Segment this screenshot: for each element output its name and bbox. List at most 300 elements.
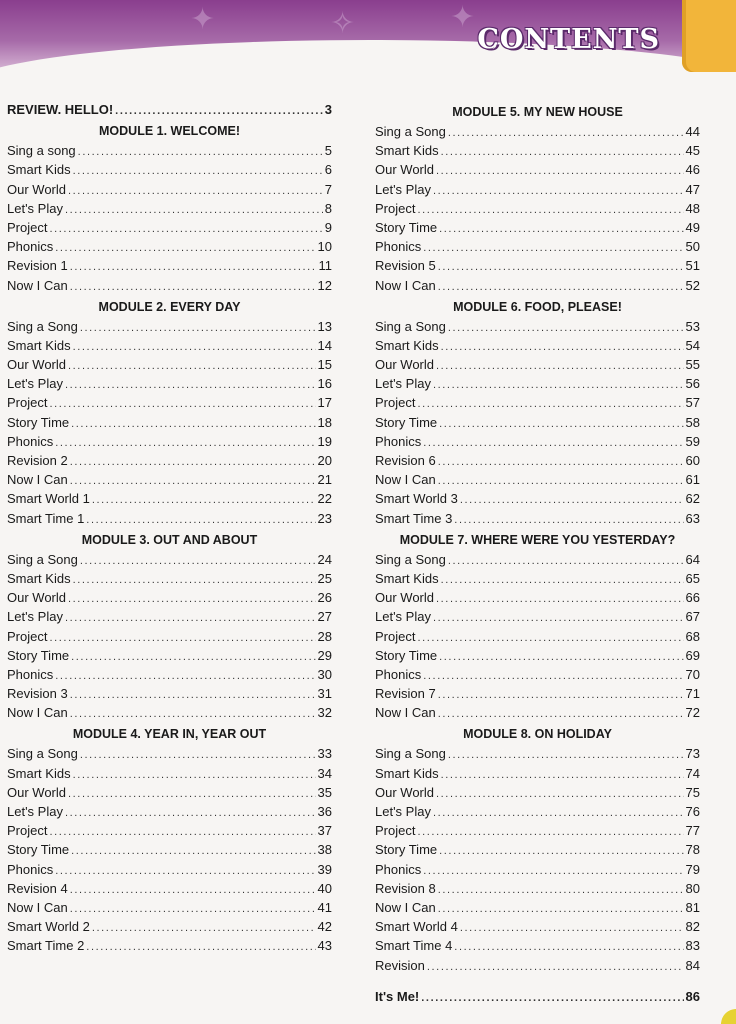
toc-entry-label: Sing a Song xyxy=(7,746,78,762)
toc-entry-label: Revision 3 xyxy=(7,686,68,702)
toc-entry[interactable] xyxy=(7,355,332,374)
toc-entry[interactable] xyxy=(375,684,700,703)
toc-entry-label: Project xyxy=(7,219,48,235)
toc-entry[interactable] xyxy=(7,141,332,160)
dot-leader xyxy=(436,590,684,609)
dot-leader xyxy=(454,938,683,957)
toc-entry[interactable] xyxy=(375,374,700,393)
dot-leader xyxy=(423,239,683,258)
toc-entry-label: Project xyxy=(375,200,416,216)
toc-entry-label: Sing a Song xyxy=(375,746,446,762)
toc-entry-label: Project xyxy=(375,395,416,411)
dot-leader xyxy=(70,472,316,491)
dot-leader xyxy=(73,766,316,785)
toc-entry-page: 33 xyxy=(317,746,332,762)
toc-entry-page: 53 xyxy=(685,318,700,334)
toc-entry-label: Sing a Song xyxy=(7,318,78,334)
right-column xyxy=(375,100,700,1006)
toc-entry-label: Smart Time 2 xyxy=(7,938,85,954)
toc-entry[interactable] xyxy=(7,180,332,199)
toc-entry[interactable] xyxy=(7,569,332,588)
toc-entry-label: Revision xyxy=(375,957,425,973)
toc-entry-page: 14 xyxy=(317,337,332,353)
toc-entry-page: 52 xyxy=(685,277,700,293)
dot-leader xyxy=(70,258,317,277)
toc-entry-page: 29 xyxy=(317,647,332,663)
toc-entry[interactable] xyxy=(375,917,700,936)
toc-entry[interactable] xyxy=(7,588,332,607)
dot-leader xyxy=(417,395,683,414)
toc-entry[interactable] xyxy=(7,821,332,840)
dot-leader xyxy=(80,552,316,571)
dot-leader xyxy=(441,766,684,785)
toc-entry-page: 86 xyxy=(685,988,700,1004)
toc-entry-label: Phonics xyxy=(375,666,422,682)
toc-entry-page: 76 xyxy=(685,804,700,819)
dot-leader xyxy=(423,667,683,686)
dot-leader xyxy=(70,686,316,705)
toc-entry-label: Let's Play xyxy=(7,804,63,819)
dot-leader xyxy=(448,319,684,338)
toc-entry-page: 45 xyxy=(685,143,700,159)
dot-leader xyxy=(460,919,684,938)
toc-entry[interactable] xyxy=(375,237,700,256)
toc-entry[interactable] xyxy=(375,218,700,237)
dot-leader xyxy=(423,434,683,453)
dot-leader xyxy=(49,629,315,648)
module-heading: MODULE 8. ON HOLIDAY xyxy=(463,727,612,742)
toc-entry-page: 36 xyxy=(317,804,332,819)
toc-entry-label: Let's Play xyxy=(375,609,431,625)
toc-entry[interactable] xyxy=(375,802,700,821)
dot-leader xyxy=(70,453,316,472)
toc-entry[interactable] xyxy=(375,703,700,722)
toc-entry-page: 77 xyxy=(685,823,700,839)
toc-entry-label: Phonics xyxy=(7,861,54,877)
toc-entry[interactable] xyxy=(7,160,332,179)
toc-entry-page: 62 xyxy=(685,491,700,507)
dot-leader xyxy=(55,239,315,258)
toc-entry[interactable] xyxy=(375,898,700,917)
dot-leader xyxy=(433,376,684,395)
dot-leader xyxy=(438,472,684,491)
dot-leader xyxy=(80,319,316,338)
toc-entry-label: Our World xyxy=(7,357,66,373)
toc-entry[interactable] xyxy=(7,898,332,917)
toc-entry[interactable] xyxy=(375,783,700,802)
toc-entry[interactable] xyxy=(375,607,700,626)
dot-leader xyxy=(68,182,323,201)
dot-leader xyxy=(417,823,683,842)
toc-entry-page: 82 xyxy=(685,919,700,935)
toc-entry-page: 25 xyxy=(317,570,332,586)
dot-leader xyxy=(427,958,684,977)
toc-entry-page: 15 xyxy=(317,357,332,373)
toc-entry-label: Revision 6 xyxy=(375,453,436,468)
toc-entry-page: 57 xyxy=(685,395,700,411)
dot-leader xyxy=(448,124,684,143)
toc-entry[interactable] xyxy=(375,451,700,470)
toc-entry[interactable] xyxy=(7,199,332,218)
toc-entry[interactable] xyxy=(375,550,700,569)
dot-leader xyxy=(55,434,315,453)
toc-entry-label: Our World xyxy=(375,162,434,178)
toc-entry-label: Smart Kids xyxy=(375,570,439,586)
toc-entry-label: Sing a song xyxy=(7,143,76,159)
dot-leader xyxy=(438,278,684,297)
toc-entry[interactable] xyxy=(7,413,332,432)
toc-entry[interactable] xyxy=(7,665,332,684)
dot-leader xyxy=(438,686,684,705)
toc-entry-label: Our World xyxy=(7,590,66,606)
toc-entry[interactable] xyxy=(375,180,700,199)
toc-entry-page: 35 xyxy=(317,784,332,800)
toc-entry[interactable] xyxy=(7,627,332,646)
dot-leader xyxy=(73,571,316,590)
toc-entry-label: Story Time xyxy=(7,842,70,858)
toc-entry[interactable] xyxy=(7,607,332,626)
dot-leader xyxy=(55,862,315,881)
toc-entry[interactable] xyxy=(375,665,700,684)
toc-entry-page: 50 xyxy=(685,239,700,255)
toc-entry-label: Revision 5 xyxy=(375,258,436,274)
toc-entry[interactable] xyxy=(7,393,332,412)
toc-entry[interactable] xyxy=(375,627,700,646)
toc-entry[interactable] xyxy=(375,569,700,588)
dot-leader xyxy=(71,415,315,434)
toc-entry-page: 8 xyxy=(324,200,332,216)
toc-entry[interactable] xyxy=(375,646,700,665)
toc-entry[interactable] xyxy=(7,374,332,393)
dot-leader xyxy=(73,162,323,181)
toc-entry-page: 69 xyxy=(685,647,700,663)
toc-entry-page: 43 xyxy=(317,938,332,954)
toc-entry[interactable] xyxy=(375,840,700,859)
dot-leader xyxy=(73,338,316,357)
dot-leader xyxy=(423,862,683,881)
toc-entry-label: Smart Time 4 xyxy=(375,938,453,954)
toc-entry[interactable] xyxy=(7,256,332,275)
toc-entry-page: 3 xyxy=(324,102,332,117)
toc-entry[interactable] xyxy=(7,470,332,489)
toc-entry-page: 46 xyxy=(685,162,700,178)
toc-entry-label: Revision 8 xyxy=(375,880,436,896)
toc-entry[interactable] xyxy=(7,879,332,898)
toc-entry-page: 58 xyxy=(685,414,700,430)
toc-entry-page: 6 xyxy=(324,162,332,178)
toc-entry-page: 9 xyxy=(324,219,332,235)
toc-entry[interactable] xyxy=(375,199,700,218)
toc-entry-page: 80 xyxy=(685,880,700,896)
toc-entry-page: 75 xyxy=(685,784,700,800)
dot-leader xyxy=(433,182,684,201)
dot-leader xyxy=(421,989,683,1008)
toc-entry-label: Now I Can xyxy=(375,899,436,915)
toc-entry[interactable] xyxy=(375,160,700,179)
toc-entry[interactable] xyxy=(7,432,332,451)
dot-leader xyxy=(71,648,315,667)
dot-leader xyxy=(92,491,316,510)
dot-leader xyxy=(438,453,684,472)
dot-leader xyxy=(92,919,316,938)
dot-leader xyxy=(65,804,316,823)
toc-entry-page: 81 xyxy=(685,899,700,915)
toc-entry-label: Smart Kids xyxy=(375,765,439,781)
toc-entry-label: Smart Kids xyxy=(7,337,71,353)
toc-entry-page: 60 xyxy=(685,453,700,468)
toc-entry-label: Revision 2 xyxy=(7,453,68,468)
toc-entry-page: 61 xyxy=(685,472,700,488)
toc-entry[interactable] xyxy=(7,744,332,763)
dot-leader xyxy=(70,278,316,297)
toc-entry[interactable] xyxy=(7,646,332,665)
dot-leader xyxy=(436,357,684,376)
toc-entry-label: Phonics xyxy=(375,861,422,877)
toc-entry-label: Now I Can xyxy=(375,472,436,488)
toc-entry-label: Our World xyxy=(7,784,66,800)
toc-entry-page: 56 xyxy=(685,376,700,392)
sparkle-icon: ✧ xyxy=(330,7,356,40)
toc-entry[interactable] xyxy=(7,860,332,879)
toc-entry-label: Story Time xyxy=(7,414,70,430)
toc-entry[interactable] xyxy=(375,336,700,355)
dot-leader xyxy=(70,900,316,919)
toc-entry[interactable] xyxy=(7,489,332,508)
toc-entry-page: 79 xyxy=(685,861,700,877)
toc-entry[interactable] xyxy=(375,879,700,898)
toc-entry-label: Let's Play xyxy=(7,200,63,216)
left-column xyxy=(7,100,332,956)
toc-entry-label: Let's Play xyxy=(7,376,63,392)
toc-entry-label: Sing a Song xyxy=(375,124,446,139)
toc-entry[interactable] xyxy=(7,936,332,955)
toc-entry-label: Let's Play xyxy=(375,804,431,819)
toc-entry[interactable] xyxy=(7,802,332,821)
toc-entry[interactable] xyxy=(375,509,700,528)
toc-entry[interactable] xyxy=(375,122,700,141)
toc-entry-label: Project xyxy=(375,628,416,644)
toc-entry[interactable] xyxy=(375,764,700,783)
toc-entry-its-me[interactable] xyxy=(375,987,700,1006)
dot-leader xyxy=(65,376,316,395)
toc-entry[interactable] xyxy=(375,470,700,489)
toc-entry[interactable] xyxy=(375,355,700,374)
toc-entry[interactable] xyxy=(7,917,332,936)
toc-entry-page: 74 xyxy=(685,765,700,781)
dot-leader xyxy=(436,785,684,804)
toc-entry-label: Sing a Song xyxy=(375,551,446,567)
toc-entry-page: 55 xyxy=(685,357,700,373)
toc-entry[interactable] xyxy=(375,956,700,975)
corner-decoration xyxy=(710,1004,736,1024)
page-title: CONTENTS xyxy=(477,24,660,55)
toc-entry-page: 47 xyxy=(685,181,700,197)
dot-leader xyxy=(433,609,684,628)
toc-entry[interactable] xyxy=(375,393,700,412)
toc-entry[interactable] xyxy=(7,276,332,295)
toc-entry[interactable] xyxy=(375,860,700,879)
toc-entry[interactable] xyxy=(375,489,700,508)
toc-entry-page: 51 xyxy=(685,258,700,274)
toc-entry-label: Story Time xyxy=(375,414,438,430)
toc-entry[interactable] xyxy=(375,413,700,432)
toc-entry[interactable] xyxy=(375,821,700,840)
toc-entry[interactable] xyxy=(7,237,332,256)
dot-leader xyxy=(441,571,684,590)
toc-entry-page: 34 xyxy=(317,765,332,781)
toc-entry-page: 67 xyxy=(685,609,700,625)
toc-entry-label: Now I Can xyxy=(7,472,68,488)
sparkle-icon: ✦ xyxy=(190,3,216,36)
toc-entry[interactable] xyxy=(7,684,332,703)
toc-entry-page: 17 xyxy=(317,395,332,411)
dot-leader xyxy=(460,491,684,510)
toc-entry-label: Smart World 4 xyxy=(375,919,458,935)
toc-entry-label: It's Me! xyxy=(375,988,420,1004)
toc-entry-label: Project xyxy=(7,823,48,839)
dot-leader xyxy=(448,746,684,765)
dot-leader xyxy=(438,705,684,724)
toc-entry[interactable] xyxy=(375,317,700,336)
toc-entry-label: Revision 4 xyxy=(7,880,68,896)
module-heading: MODULE 6. FOOD, PLEASE! xyxy=(453,299,622,314)
toc-entry-page: 24 xyxy=(317,551,332,567)
toc-entry[interactable] xyxy=(7,550,332,569)
toc-entry[interactable] xyxy=(7,451,332,470)
toc-entry-page: 10 xyxy=(317,239,332,255)
toc-entry-page: 22 xyxy=(317,491,332,507)
dot-leader xyxy=(454,511,683,530)
toc-entry-label: Smart Time 3 xyxy=(375,510,453,526)
dot-leader xyxy=(70,705,316,724)
toc-entry-label: Now I Can xyxy=(375,277,436,293)
toc-entry-page: 27 xyxy=(317,609,332,625)
toc-entry-label: Phonics xyxy=(375,433,422,449)
toc-entry-page: 26 xyxy=(317,590,332,606)
toc-entry-label: Now I Can xyxy=(7,277,68,293)
toc-entry-page: 72 xyxy=(685,705,700,721)
toc-entry-page: 11 xyxy=(318,258,332,274)
toc-entry-page: 19 xyxy=(317,433,332,449)
toc-entry-label: Phonics xyxy=(7,666,54,682)
toc-entry-label: Smart World 2 xyxy=(7,919,90,935)
toc-entry-label: Story Time xyxy=(375,219,438,235)
toc-entry[interactable] xyxy=(7,218,332,237)
dot-leader xyxy=(70,881,316,900)
toc-entry[interactable] xyxy=(375,936,700,955)
toc-entry[interactable] xyxy=(7,509,332,528)
toc-entry-label: Smart World 1 xyxy=(7,491,90,507)
toc-entry-label: Smart Kids xyxy=(375,143,439,159)
dot-leader xyxy=(438,900,684,919)
toc-entry[interactable] xyxy=(375,588,700,607)
module-heading: MODULE 4. YEAR IN, YEAR OUT xyxy=(72,727,267,742)
module-heading: MODULE 3. OUT AND ABOUT xyxy=(81,532,258,547)
toc-entry[interactable] xyxy=(375,276,700,295)
toc-entry[interactable] xyxy=(7,764,332,783)
toc-entry-label: Now I Can xyxy=(7,705,68,721)
toc-entry-page: 71 xyxy=(685,686,700,702)
toc-entry[interactable] xyxy=(7,317,332,336)
dot-leader xyxy=(439,220,683,239)
toc-entry-page: 44 xyxy=(685,124,700,139)
toc-entry[interactable] xyxy=(375,432,700,451)
toc-entry-label: Let's Play xyxy=(375,376,431,392)
toc-entry-page: 21 xyxy=(317,472,332,488)
toc-entry[interactable] xyxy=(7,783,332,802)
toc-entry-label: Let's Play xyxy=(7,609,63,625)
toc-entry-page: 68 xyxy=(685,628,700,644)
dot-leader xyxy=(417,629,683,648)
toc-entry-label: Smart Time 1 xyxy=(7,510,85,526)
dot-leader xyxy=(441,338,684,357)
dot-leader xyxy=(49,395,315,414)
toc-entry-page: 83 xyxy=(685,938,700,954)
dot-leader xyxy=(68,785,316,804)
dot-leader xyxy=(71,842,315,861)
dot-leader xyxy=(441,143,684,162)
toc-entry-page: 28 xyxy=(317,628,332,644)
right-modules xyxy=(375,102,700,975)
toc-entry-label: Sing a Song xyxy=(7,551,78,567)
dot-leader xyxy=(68,590,316,609)
toc-entry-page: 38 xyxy=(317,842,332,858)
toc-entry[interactable] xyxy=(7,840,332,859)
page-tab xyxy=(682,0,736,72)
module-heading: MODULE 7. WHERE WERE YOU YESTERDAY? xyxy=(399,532,676,547)
toc-entry[interactable] xyxy=(7,703,332,722)
toc-entry-page: 13 xyxy=(317,318,332,334)
toc-entry-label: REVIEW. HELLO! xyxy=(7,102,114,117)
toc-entry-page: 5 xyxy=(324,143,332,159)
toc-entry-page: 64 xyxy=(685,551,700,567)
toc-entry-page: 31 xyxy=(317,686,332,702)
toc-entry-page: 18 xyxy=(317,414,332,430)
dot-leader xyxy=(436,162,684,181)
left-modules xyxy=(7,121,332,955)
dot-leader xyxy=(49,220,322,239)
toc-entry[interactable] xyxy=(375,141,700,160)
toc-entry-page: 32 xyxy=(317,705,332,721)
toc-entry-label: Smart Kids xyxy=(375,337,439,353)
toc-entry[interactable] xyxy=(7,336,332,355)
toc-entry-page: 48 xyxy=(685,200,700,216)
toc-entry-review[interactable] xyxy=(7,100,332,119)
toc-entry-page: 30 xyxy=(317,666,332,682)
dot-leader xyxy=(65,201,323,220)
toc-entry-page: 39 xyxy=(317,861,332,877)
dot-leader xyxy=(438,258,684,277)
toc-entry-label: Sing a Song xyxy=(375,318,446,334)
toc-entry-page: 84 xyxy=(685,957,700,973)
toc-entry-page: 37 xyxy=(317,823,332,839)
toc-entry-label: Smart World 3 xyxy=(375,491,458,507)
toc-entry-page: 70 xyxy=(685,666,700,682)
toc-entry[interactable] xyxy=(375,256,700,275)
toc-entry-page: 59 xyxy=(685,433,700,449)
toc-entry[interactable] xyxy=(375,744,700,763)
dot-leader xyxy=(448,552,684,571)
dot-leader xyxy=(55,667,315,686)
toc-entry-label: Story Time xyxy=(7,647,70,663)
toc-entry-page: 78 xyxy=(685,842,700,858)
dot-leader xyxy=(68,357,316,376)
dot-leader xyxy=(86,938,315,957)
module-heading: MODULE 2. EVERY DAY xyxy=(98,299,241,314)
module-heading: MODULE 5. MY NEW HOUSE xyxy=(452,105,623,119)
dot-leader xyxy=(417,201,683,220)
toc-entry-label: Our World xyxy=(7,181,66,197)
